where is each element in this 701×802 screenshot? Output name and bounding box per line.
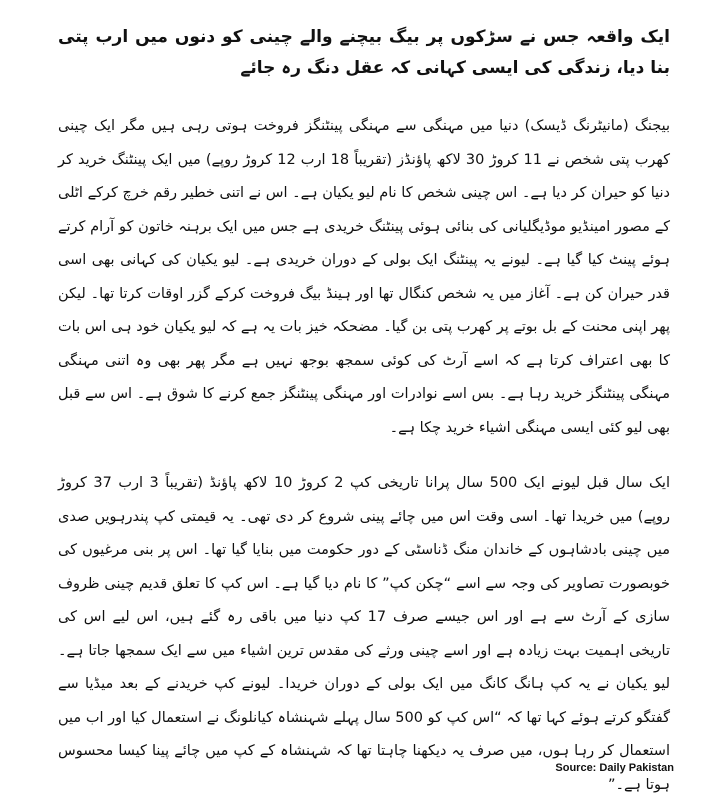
article-paragraph-1: بیجنگ (مانیٹرنگ ڈیسک) دنیا میں مہنگی سے مہنگی پینٹنگز فروخت ہوتی رہی ہیں مگر ایک چینی کھرب پتی شخص نے 11 کروڑ 30 لاکھ پاﺅنڈز (تقریباً 18 ارب 12 کروڑ روپے) میں ایک پینٹنگ خرید کر دنیا کو حیران کر دیا ہے۔ اس چینی شخص کا نام لیو یکیان ہے۔ اس نے اتنی خطیر رقم خرچ کرکے اٹلی کے مصور امینڈیو موڈیگلیانی کی بنائی ہوئی پینٹنگ خریدی ہے جس میں ایک برہنہ خاتون کو آرام کرتے ہوئے پینٹ کیا گیا ہے۔ لیونے یہ پینٹنگ ایک بولی کے دوران خریدی ہے۔ لیو یکیان کی کہانی بھی اسی قدر حیران کن ہے۔ آغاز میں یہ شخص کنگال تھا اور ہینڈ بیگ فروخت کرکے گزر اوقات کرتا تھا۔ لیکن پھر اپنی محنت کے بل بوتے پر کھرب پتی بن گیا۔ مضحکہ خیز بات یہ ہے کہ لیو یکیان خود ہی اس بات کا بھی اعتراف کرتا ہے کہ اسے آرٹ کی کوئی سمجھ بوجھ نہیں ہے مگر پھر بھی وہ اتنی مہنگی مہنگی پینٹنگز خرید رہا ہے۔ بس اسے نوادرات اور مہنگی پینٹنگز جمع کرنے کا شوق ہے۔ اس سے قبل بھی لیو کئی ایسی مہنگی اشیاء خرید چکا ہے۔: [58, 118, 670, 436]
article: [58, 22, 670, 802]
source-credit: Source: Daily Pakistan: [555, 762, 674, 774]
article-headline: ایک واقعہ جس نے سڑکوں پر بیگ بیچنے والے چینی کو دنوں میں ارب پتی بنا دیا، زندگی کی ایسی کہانی کہ عقل دنگ رہ جائے: [58, 27, 670, 78]
article-paragraph-2: ایک سال قبل لیونے ایک 500 سال پرانا تاریخی کپ 2 کروڑ 10 لاکھ پاﺅنڈ (تقریباً 3 ارب 37 کروڑ روپے) میں خریدا تھا۔ اسی وقت اس میں چائے پینی شروع کر دی تھی۔ یہ قیمتی کپ پندرہویں صدی میں چینی بادشاہوں کے خاندان منگ ڈناسٹی کے دور حکومت میں بنایا گیا تھا۔ اس پر بنی مرغیوں کی خوبصورت تصاویر کی وجہ سے اسے “چکن کپ” کا نام دیا گیا ہے۔ اس کپ کا تعلق قدیم چینی ظروف سازی کے آرٹ سے ہے اور اس جیسے صرف 17 کپ دنیا میں باقی رہ گئے ہیں، اس لیے اس کی تاریخی اہمیت بہت زیادہ ہے اور اسے چینی ورثے کی مقدس ترین اشیاء میں سے ایک سمجھا جاتا ہے۔ لیو یکیان نے یہ کپ ہانگ کانگ میں ایک بولی کے دوران خریدا۔ لیونے کپ خریدنے کے بعد میڈیا سے گفتگو کرتے ہوئے کہا تھا کہ “اس کپ کو 500 سال پہلے شہنشاہ کیانلونگ نے استعمال کیا اور اب میں استعمال کر رہا ہوں، میں صرف یہ دیکھنا چاہتا تھا کہ شہنشاہ کے کپ میں چائے پینا کیسا محسوس ہوتا ہے۔”: [58, 475, 670, 793]
